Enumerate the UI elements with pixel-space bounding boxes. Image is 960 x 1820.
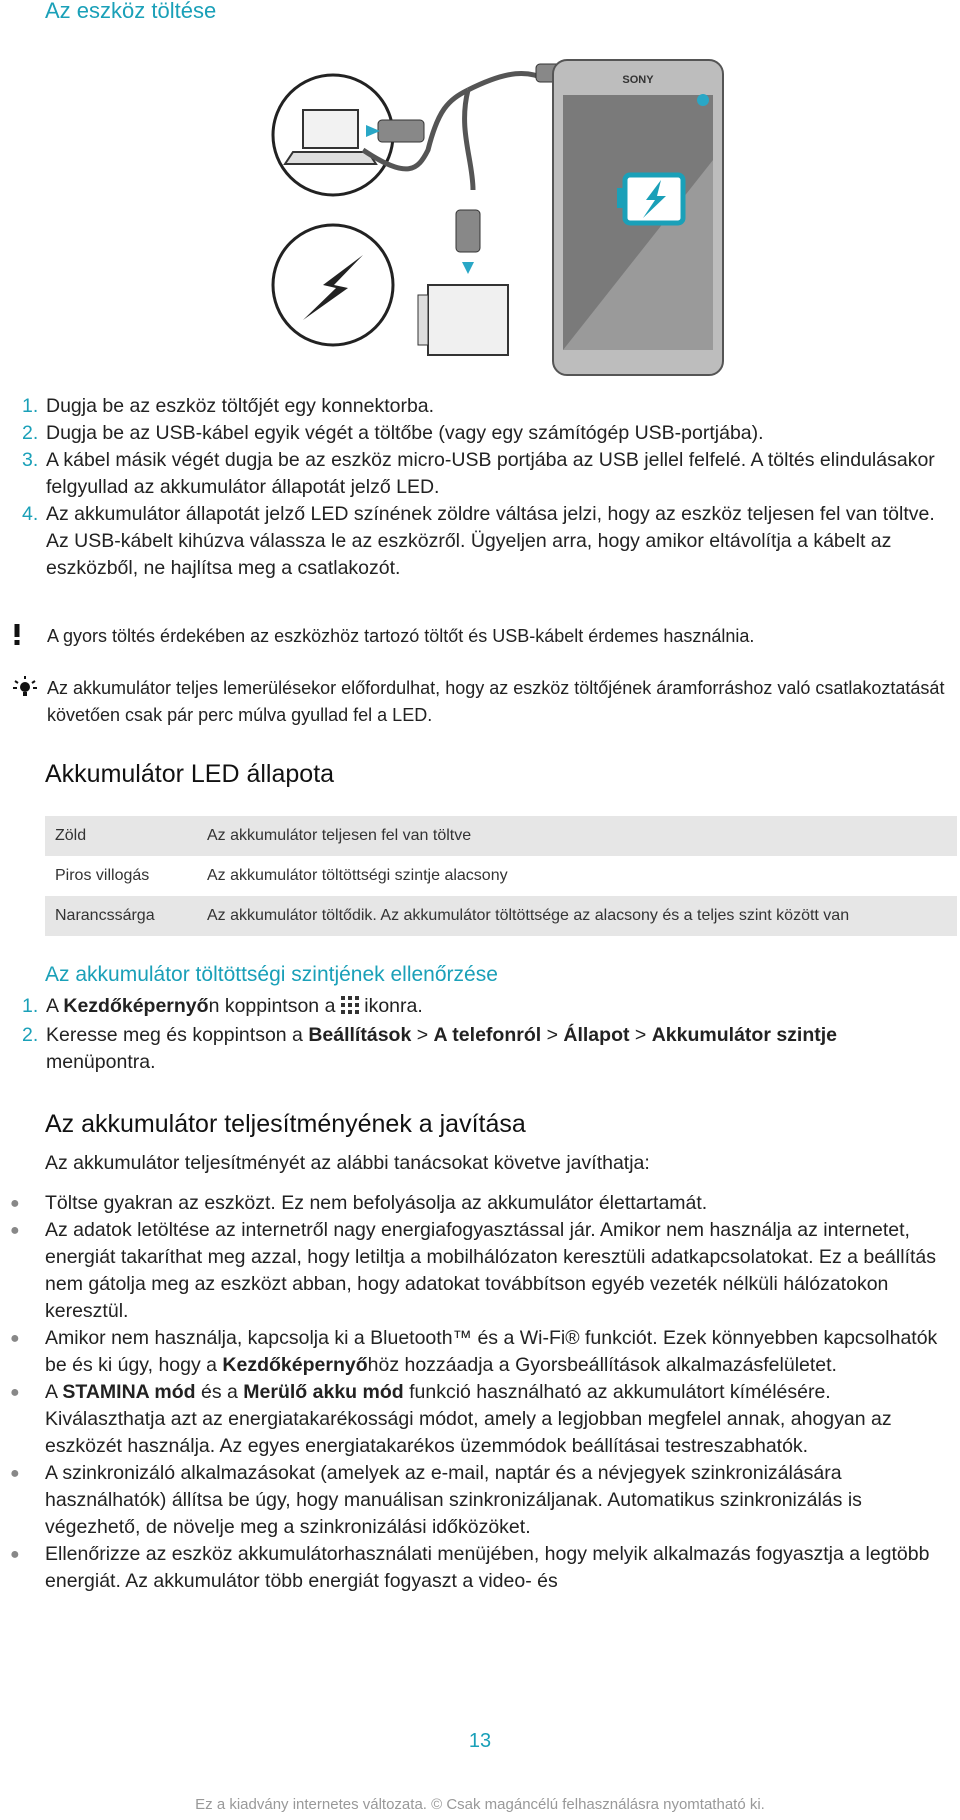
step-number: 3. — [22, 449, 39, 471]
section-title: Az eszköz töltése — [45, 0, 217, 23]
list-item-text: höz hozzáadja a Gyorsbeállítások alkalmazásfelületet. — [367, 1354, 837, 1376]
list-item-text: Töltse gyakran az eszközt. Ez nem befolyásolja az akkumulátor élettartamát. — [45, 1192, 708, 1214]
bullet: ● — [10, 1384, 20, 1401]
check-level-steps — [22, 993, 942, 1076]
improve-intro: Az akkumulátor teljesítményét az alábbi tanácsokat követve javíthatja: — [45, 1152, 650, 1174]
settings-term: Beállítások — [308, 1024, 412, 1046]
list-item-text: és a — [195, 1381, 244, 1403]
usb-connector-icon — [378, 64, 574, 252]
led-meaning: Az akkumulátor töltődik. Az akkumulátor töltöttsége az alacsony és a teljes szint között van — [197, 896, 957, 936]
step-item — [22, 420, 942, 447]
check-level-title: Az akkumulátor töltöttségi szintjének ellenőrzése — [45, 963, 498, 986]
led-section-title: Akkumulátor LED állapota — [45, 760, 335, 788]
step-item — [22, 393, 942, 420]
warning-text: A gyors töltés érdekében az eszközhöz tartozó töltőt és USB-kábelt érdemes használnia. — [47, 626, 755, 646]
tip-text: Az akkumulátor teljes lemerülésekor előfordulhat, hogy az eszköz töltőjének áramforráshoz való csatlakoztatását követően csak pár perc múlva gyullad fel a LED. — [47, 678, 945, 725]
list-item — [10, 1217, 950, 1325]
led-state: Piros villogás — [55, 867, 150, 884]
wall-charger-icon — [418, 285, 508, 355]
charging-illustration — [268, 40, 738, 380]
footer-note: Ez a kiadvány internetes változata. © Csak magáncélú felhasználásra nyomtatható ki. — [195, 1796, 765, 1813]
list-item — [10, 1379, 950, 1460]
step-text: A — [46, 995, 64, 1017]
phone-brand: SONY — [622, 74, 654, 86]
step-number: 1. — [22, 995, 39, 1017]
list-item-text: A szinkronizáló alkalmazásokat (amelyek az e-mail, naptár és a névjegyek szinkronizálására használhatók) állítsa be úgy, hogy manuálisan szinkronizáljanak. Automatikus szinkronizálás is végezhető, de növelje meg a szinkronizálási időközöket. — [45, 1462, 862, 1538]
step-item — [22, 501, 942, 582]
list-item-text: Az adatok letöltése az internetről nagy energiafogyasztással jár. Amikor nem használja az internetet, energiát takaríthat meg azzal, hogy letiltja a mobilhálózaton keresztüli adatkapcsolatokat. Ez a beállítás nem gátolja meg az eszközt abban, hogy adatokat továbbítson egyéb vezeték nélküli hálózatokon keresztül. — [45, 1219, 937, 1322]
power-bolt-icon — [273, 225, 393, 345]
battery-charging-icon — [617, 175, 683, 223]
step-text: Az akkumulátor állapotát jelző LED színének zöldre váltása jelzi, hogy az eszköz teljesen fel van töltve. Az USB-kábelt kihúzva válassza le az eszközről. Ügyeljen arra, hogy amikor eltávolítja a kábelt az eszközből, ne hajlítsa meg a csatlakozót. — [46, 503, 935, 579]
exclamation-icon — [12, 623, 40, 653]
step-number: 4. — [22, 503, 39, 525]
apps-grid-icon — [341, 995, 359, 1022]
separator: > — [411, 1024, 434, 1046]
bullet: ● — [10, 1465, 20, 1482]
battery-level-term: Akkumulátor szintje — [651, 1024, 838, 1046]
step-text: Dugja be az USB-kábel egyik végét a töltőbe (vagy egy számítógép USB-portjába). — [46, 422, 764, 444]
list-item-text: A — [45, 1381, 63, 1403]
lightbulb-icon — [12, 675, 40, 709]
step-text: ikonra. — [358, 995, 423, 1017]
list-item — [10, 1460, 950, 1541]
status-term: Állapot — [563, 1024, 630, 1046]
step-number: 1. — [22, 395, 39, 417]
list-item — [10, 1325, 950, 1379]
tip-note — [12, 675, 952, 729]
step-number: 2. — [22, 1024, 39, 1046]
about-phone-term: A telefonról — [433, 1024, 542, 1046]
page-number: 13 — [468, 1730, 492, 1752]
table-row — [45, 856, 957, 896]
table-row — [45, 816, 957, 856]
step-text: A kábel másik végét dugja be az eszköz micro-USB portjába az USB jellel felfelé. A töltés elindulásakor felgyullad az akkumulátor állapotát jelző LED. — [46, 449, 935, 498]
step-text: Dugja be az eszköz töltőjét egy konnektorba. — [46, 395, 435, 417]
led-status-table — [45, 816, 957, 936]
laptop-icon — [273, 75, 393, 195]
step-text: n koppintson a — [208, 995, 341, 1017]
charging-steps — [22, 393, 942, 582]
bullet: ● — [10, 1222, 20, 1239]
home-screen-term: Kezdőképernyő — [63, 995, 209, 1017]
step-item — [22, 447, 942, 501]
low-battery-mode-term: Merülő akku mód — [243, 1381, 404, 1403]
step-number: 2. — [22, 422, 39, 444]
led-meaning: Az akkumulátor teljesen fel van töltve — [197, 816, 957, 856]
separator: > — [541, 1024, 564, 1046]
step-text: menüpontra. — [46, 1051, 156, 1073]
improve-section-title: Az akkumulátor teljesítményének a javítása — [45, 1110, 526, 1138]
warning-note — [12, 623, 952, 650]
stamina-mode-term: STAMINA mód — [62, 1381, 196, 1403]
bullet: ● — [10, 1195, 20, 1212]
table-row — [45, 896, 957, 936]
separator: > — [629, 1024, 652, 1046]
led-state: Zöld — [45, 816, 197, 856]
home-screen-term: Kezdőképernyő — [222, 1354, 368, 1376]
list-item-text: Ellenőrizze az eszköz akkumulátorhasználati menüjében, hogy melyik alkalmazás fogyasztja a legtöbb energiát. Az akkumulátor több energiát fogyaszt a video- és — [45, 1543, 930, 1592]
step-item — [22, 993, 942, 1022]
list-item — [10, 1541, 950, 1595]
bullet: ● — [10, 1546, 20, 1563]
improve-tips-list — [10, 1190, 950, 1595]
led-state: Narancssárga — [45, 896, 197, 936]
step-item — [22, 1022, 942, 1076]
bullet: ● — [10, 1330, 20, 1347]
list-item — [10, 1190, 950, 1217]
step-text: Keresse meg és koppintson a — [46, 1024, 309, 1046]
list-item-text: funkció használható az akkumulátort kímélésére. Kiválaszthatja azt az energiatakarékossági módot, amely a legjobban megfelel annak, ahogyan az eszközét használja. Az egyes energiatakarékos üzemmódok beállításai testreszabhatók. — [45, 1381, 892, 1457]
led-meaning: Az akkumulátor töltöttségi szintje alacsony — [207, 867, 508, 884]
list-item-text: Amikor nem használja, kapcsolja ki a Bluetooth™ és a Wi-Fi® funkciót. Ezek könnyebben kapcsolhatók be és ki úgy, hogy a — [45, 1327, 938, 1376]
